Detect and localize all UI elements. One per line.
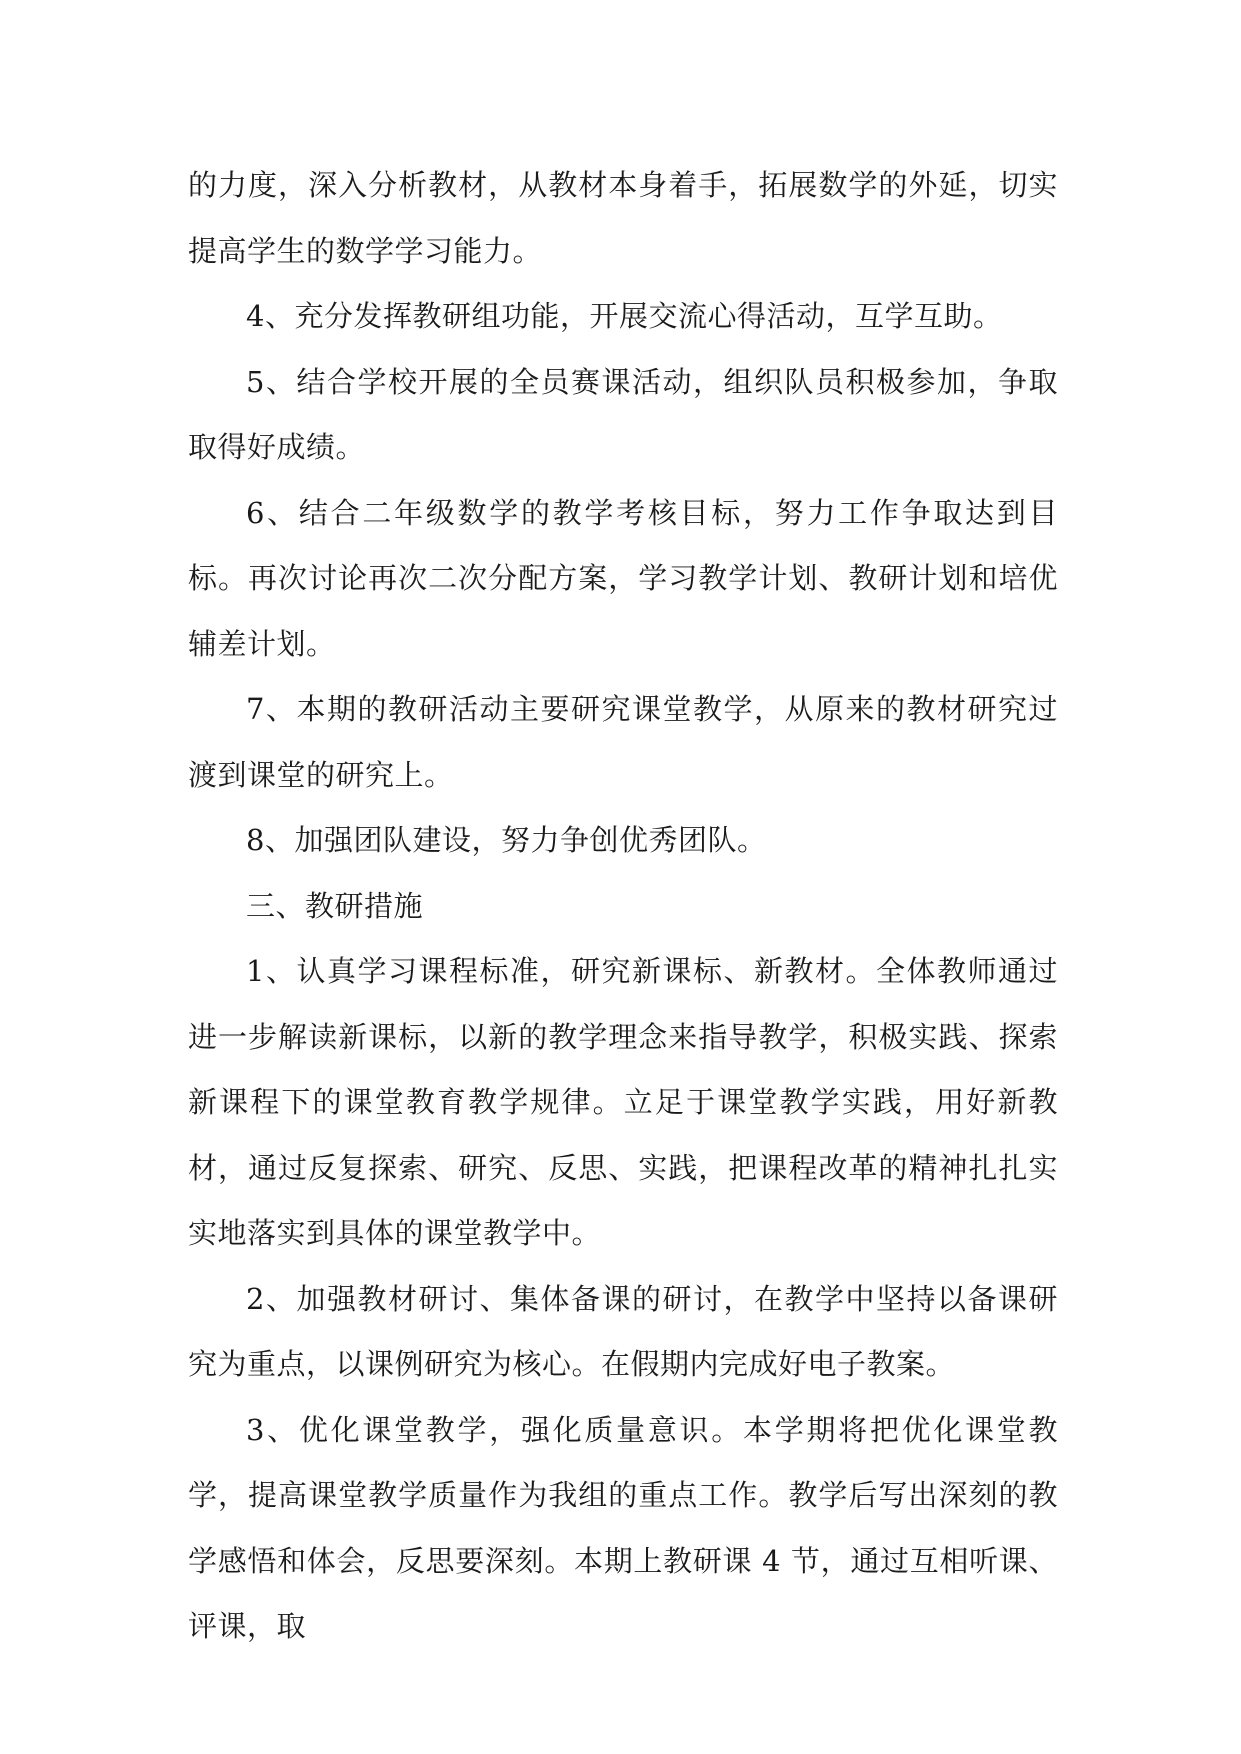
section-heading: 三、教研措施: [246, 888, 424, 923]
paragraph-item-7: 7、本期的教研活动主要研究课堂教学，从原来的教材研究过渡到课堂的研究上。: [188, 692, 1058, 792]
paragraph-item-4: 4、充分发挥教研组功能，开展交流心得活动，互学互助。: [246, 299, 1003, 333]
paragraph-continuation: 的力度，深入分析教材，从教材本身着手，拓展数学的外延，切实提高学生的数学学习能力。: [188, 168, 1058, 268]
paragraph-item-5: 5、结合学校开展的全员赛课活动，组织队员积极参加，争取取得好成绩。: [188, 364, 1058, 464]
paragraph-item-8: 8、加强团队建设，努力争创优秀团队。: [246, 823, 767, 857]
paragraph-measure-2: 2、加强教材研讨、集体备课的研讨，在教学中坚持以备课研究为重点，以课例研究为核心。在假期内完成好电子教案。: [188, 1281, 1058, 1381]
document-body: [188, 153, 1058, 1660]
paragraph-item-6: 6、结合二年级数学的教学考核目标，努力工作争取达到目标。再次讨论再次二次分配方案，学习教学计划、教研计划和培优辅差计划。: [188, 495, 1058, 661]
paragraph-measure-3: 3、优化课堂教学，强化质量意识。本学期将把优化课堂教学，提高课堂教学质量作为我组的重点工作。教学后写出深刻的教学感悟和体会，反思要深刻。本期上教研课 4 节，通过互相听课、评课，取: [188, 1412, 1058, 1643]
paragraph-measure-1: 1、认真学习课程标准，研究新课标、新教材。全体教师通过进一步解读新课标，以新的教学理念来指导教学，积极实践、探索新课程下的课堂教育教学规律。立足于课堂教学实践，用好新教材，通过反复探索、研究、反思、实践，把课程改革的精神扎扎实实地落实到具体的课堂教学中。: [188, 954, 1058, 1250]
